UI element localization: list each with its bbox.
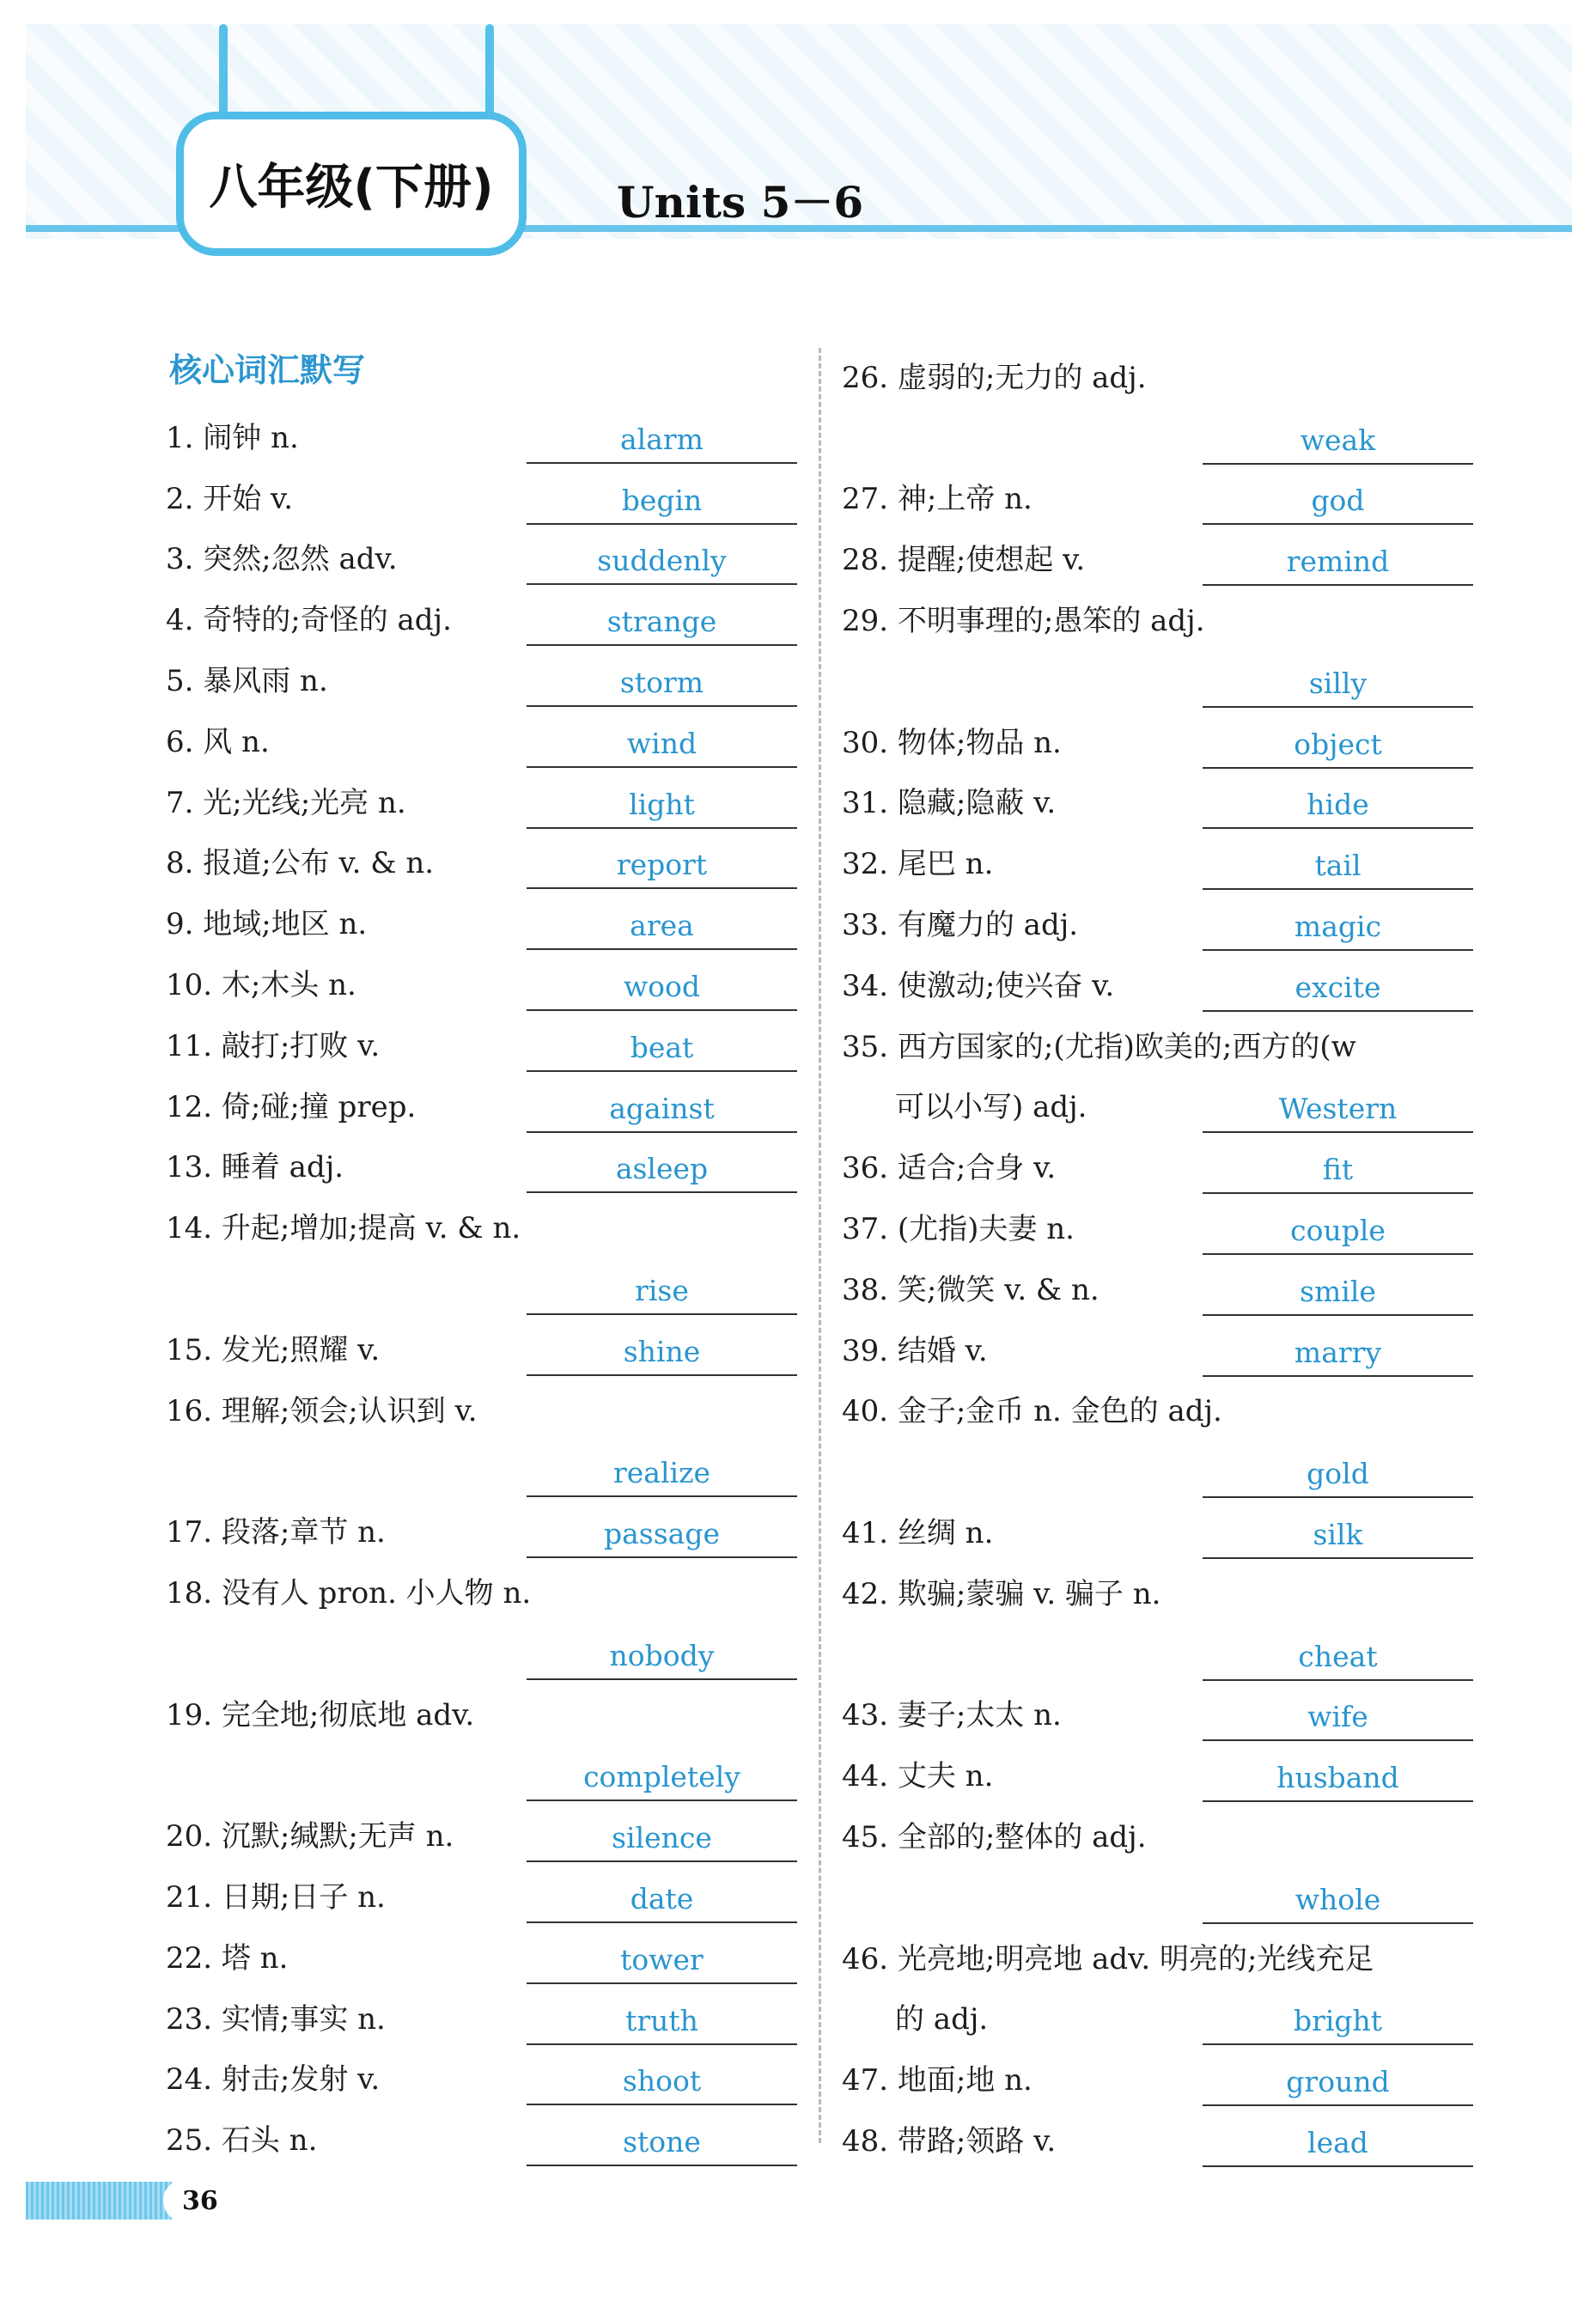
vocab-prompt: 3. 突然;忽然 adv. (166, 542, 398, 577)
vocab-item (842, 892, 1473, 953)
answer-blank: couple (1203, 1210, 1473, 1255)
unit-title: Units 5－6 (617, 177, 864, 228)
vocab-item (166, 1195, 797, 1317)
answer-blank: marry (1203, 1332, 1473, 1377)
vocab-item (166, 2107, 797, 2168)
vocab-item (166, 1499, 797, 1560)
vocab-item (166, 952, 797, 1013)
vocab-item (842, 1804, 1473, 1926)
answer-blank: magic (1203, 906, 1473, 951)
vocab-item (166, 770, 797, 831)
vocab-item (842, 1500, 1473, 1561)
vocab-item (166, 1803, 797, 1864)
vocab-prompt: 12. 倚;碰;撞 prep. (166, 1089, 417, 1124)
grade-label-box (176, 112, 527, 256)
vocab-prompt: 48. 带路;领路 v. (842, 2124, 1057, 2159)
vocab-item (842, 709, 1473, 770)
answer-blank: area (527, 905, 797, 950)
vocab-item (166, 1378, 797, 1500)
answer-blank: report (527, 844, 797, 889)
footer-bar (26, 2182, 172, 2220)
vocab-prompt: 37. (尤指)夫妻 n. (842, 1212, 1075, 1247)
vocab-prompt: 38. 笑;微笑 v. & n. (842, 1272, 1100, 1307)
answer-blank: smile (1203, 1271, 1473, 1316)
vocab-prompt: 25. 石头 n. (166, 2123, 318, 2159)
answer-blank: storm (527, 662, 797, 707)
vocab-item (166, 1013, 797, 1074)
answer-blank: against (527, 1088, 797, 1133)
vocab-item (166, 587, 797, 648)
answer-blank: hide (1203, 784, 1473, 829)
vocab-prompt: 47. 地面;地 n. (842, 2063, 1033, 2098)
vocab-prompt: 39. 结婚 v. (842, 1333, 988, 1368)
vocab-prompt: 20. 沉默;缄默;无声 n. (166, 1819, 454, 1854)
vocab-prompt: 15. 发光;照耀 v. (166, 1332, 381, 1367)
vocab-prompt: 23. 实情;事实 n. (166, 2001, 386, 2037)
answer-blank: rise (527, 1270, 797, 1315)
vocab-item (842, 1926, 1473, 2048)
vocab-prompt: 22. 塔 n. (166, 1940, 289, 1976)
answer-blank: cheat (1203, 1636, 1473, 1681)
answer-blank: begin (527, 480, 797, 525)
answer-blank: nobody (527, 1635, 797, 1680)
vocab-item (842, 2047, 1473, 2108)
vocab-prompt: 26. 虚弱的;无力的 adj. (842, 360, 1147, 395)
vocab-prompt-continued: 的 adj. (895, 2002, 989, 2037)
grade-label: 八年级(下册) (209, 160, 494, 216)
vocab-item (842, 1561, 1473, 1683)
answer-blank: silence (527, 1818, 797, 1862)
vocab-prompt: 33. 有魔力的 adj. (842, 908, 1079, 943)
column-divider (819, 348, 821, 2143)
vocab-item (166, 2047, 797, 2108)
vocab-prompt: 28. 提醒;使想起 v. (842, 543, 1086, 578)
vocab-prompt: 17. 段落;章节 n. (166, 1515, 386, 1550)
answer-blank: fit (1203, 1149, 1473, 1194)
vocab-prompt: 31. 隐藏;隐蔽 v. (842, 786, 1057, 821)
answer-blank: beat (527, 1027, 797, 1072)
answer-blank: asleep (527, 1148, 797, 1193)
vocab-prompt: 44. 丈夫 n. (842, 1759, 994, 1794)
vocab-prompt: 46. 光亮地;明亮地 adv. 明亮的;光线充足 (842, 1941, 1374, 1976)
answer-blank: silly (1203, 663, 1473, 708)
answer-blank: husband (1203, 1757, 1473, 1802)
vocab-item (842, 953, 1473, 1014)
vocab-prompt: 24. 射击;发射 v. (166, 2062, 381, 2098)
vocab-item (842, 1683, 1473, 1744)
vocab-prompt: 8. 报道;公布 v. & n. (166, 846, 435, 881)
vocab-prompt: 2. 开始 v. (166, 481, 294, 516)
vocab-item (166, 1864, 797, 1925)
vocab-item (842, 344, 1473, 466)
vocab-prompt: 18. 没有人 pron. 小人物 n. (166, 1576, 532, 1611)
answer-blank: silk (1203, 1514, 1473, 1559)
answer-blank: truth (527, 2000, 797, 2045)
vocab-item (842, 1257, 1473, 1318)
answer-blank: object (1203, 724, 1473, 769)
vocab-item (842, 770, 1473, 831)
answer-blank: wood (527, 966, 797, 1011)
vocab-item (842, 1379, 1473, 1501)
vocab-prompt: 36. 适合;合身 v. (842, 1151, 1057, 1186)
answer-blank: tower (527, 1939, 797, 1984)
answer-blank: stone (527, 2122, 797, 2166)
answer-blank: date (527, 1879, 797, 1923)
vocab-prompt: 41. 丝绸 n. (842, 1516, 994, 1551)
vocab-prompt: 27. 神;上帝 n. (842, 482, 1033, 517)
section-title: 核心词汇默写 (169, 351, 366, 389)
vocab-item (166, 1986, 797, 2047)
vocab-prompt: 1. 闹钟 n. (166, 420, 299, 455)
answer-blank: weak (1203, 420, 1473, 465)
vocab-item (842, 1135, 1473, 1196)
answer-blank: lead (1203, 2122, 1473, 2167)
vocab-item (166, 1560, 797, 1682)
answer-blank: light (527, 784, 797, 829)
vocab-item (166, 709, 797, 770)
vocab-item (842, 527, 1473, 588)
vocab-item (166, 405, 797, 466)
vocab-item (842, 831, 1473, 892)
vocab-item (166, 891, 797, 952)
vocab-prompt: 19. 完全地;彻底地 adv. (166, 1697, 475, 1732)
answer-blank: god (1203, 480, 1473, 525)
vocab-prompt: 4. 奇特的;奇怪的 adj. (166, 603, 452, 638)
answer-blank: realize (527, 1452, 797, 1497)
answer-blank: gold (1203, 1453, 1473, 1498)
left-column (166, 405, 797, 2168)
vocab-item (166, 1317, 797, 1378)
answer-blank: tail (1203, 845, 1473, 890)
answer-blank: wind (527, 723, 797, 768)
vocab-item (166, 1074, 797, 1135)
vocab-prompt: 6. 风 n. (166, 724, 270, 759)
answer-blank: excite (1203, 967, 1473, 1012)
answer-blank: alarm (527, 419, 797, 464)
vocab-prompt: 14. 升起;增加;提高 v. & n. (166, 1211, 521, 1246)
vocab-prompt: 34. 使激动;使兴奋 v. (842, 968, 1115, 1003)
vocab-prompt: 42. 欺骗;蒙骗 v. 骗子 n. (842, 1576, 1161, 1611)
vocab-item (166, 466, 797, 527)
vocab-item (842, 588, 1473, 709)
vocab-prompt: 7. 光;光线;光亮 n. (166, 785, 406, 820)
vocab-prompt: 32. 尾巴 n. (842, 847, 994, 882)
answer-blank: wife (1203, 1696, 1473, 1741)
vocab-prompt: 10. 木;木头 n. (166, 968, 356, 1003)
vocab-item (842, 2108, 1473, 2169)
vocab-prompt: 35. 西方国家的;(尤指)欧美的;西方的(w (842, 1029, 1356, 1064)
vocab-prompt: 16. 理解;领会;认识到 v. (166, 1393, 478, 1428)
page-number: 36 (182, 2186, 218, 2216)
answer-blank: bright (1203, 2000, 1473, 2045)
vocab-prompt: 45. 全部的;整体的 adj. (842, 1820, 1147, 1855)
vocab-prompt: 9. 地域;地区 n. (166, 907, 368, 942)
answer-blank: Western (1203, 1088, 1473, 1133)
vocab-item (842, 1743, 1473, 1804)
vocab-prompt: 5. 暴风雨 n. (166, 664, 328, 699)
vocab-item (166, 527, 797, 588)
vocab-item (842, 466, 1473, 527)
vocab-prompt: 21. 日期;日子 n. (166, 1880, 386, 1915)
vocab-prompt: 40. 金子;金币 n. 金色的 adj. (842, 1394, 1222, 1429)
answer-blank: shine (527, 1331, 797, 1376)
answer-blank: ground (1203, 2061, 1473, 2106)
vocab-prompt: 30. 物体;物品 n. (842, 725, 1062, 760)
answer-blank: completely (527, 1757, 797, 1801)
vocab-item (842, 1014, 1473, 1136)
right-column (842, 344, 1473, 2169)
answer-blank: suddenly (527, 540, 797, 585)
vocab-prompt-continued: 可以小写) adj. (895, 1090, 1087, 1125)
vocab-prompt: 43. 妻子;太太 n. (842, 1698, 1062, 1733)
vocab-item (842, 1196, 1473, 1257)
vocab-item (166, 1135, 797, 1196)
vocab-prompt: 11. 敲打;打败 v. (166, 1028, 381, 1063)
vocab-item (842, 1318, 1473, 1379)
vocab-item (166, 1682, 797, 1804)
vocab-item (166, 831, 797, 892)
vocab-item (166, 648, 797, 709)
answer-blank: strange (527, 601, 797, 646)
vocab-item (166, 1925, 797, 1986)
answer-blank: remind (1203, 541, 1473, 586)
vocab-prompt: 29. 不明事理的;愚笨的 adj. (842, 604, 1205, 639)
answer-blank: passage (527, 1513, 797, 1558)
answer-blank: shoot (527, 2061, 797, 2105)
answer-blank: whole (1203, 1879, 1473, 1924)
vocab-prompt: 13. 睡着 adj. (166, 1150, 344, 1185)
